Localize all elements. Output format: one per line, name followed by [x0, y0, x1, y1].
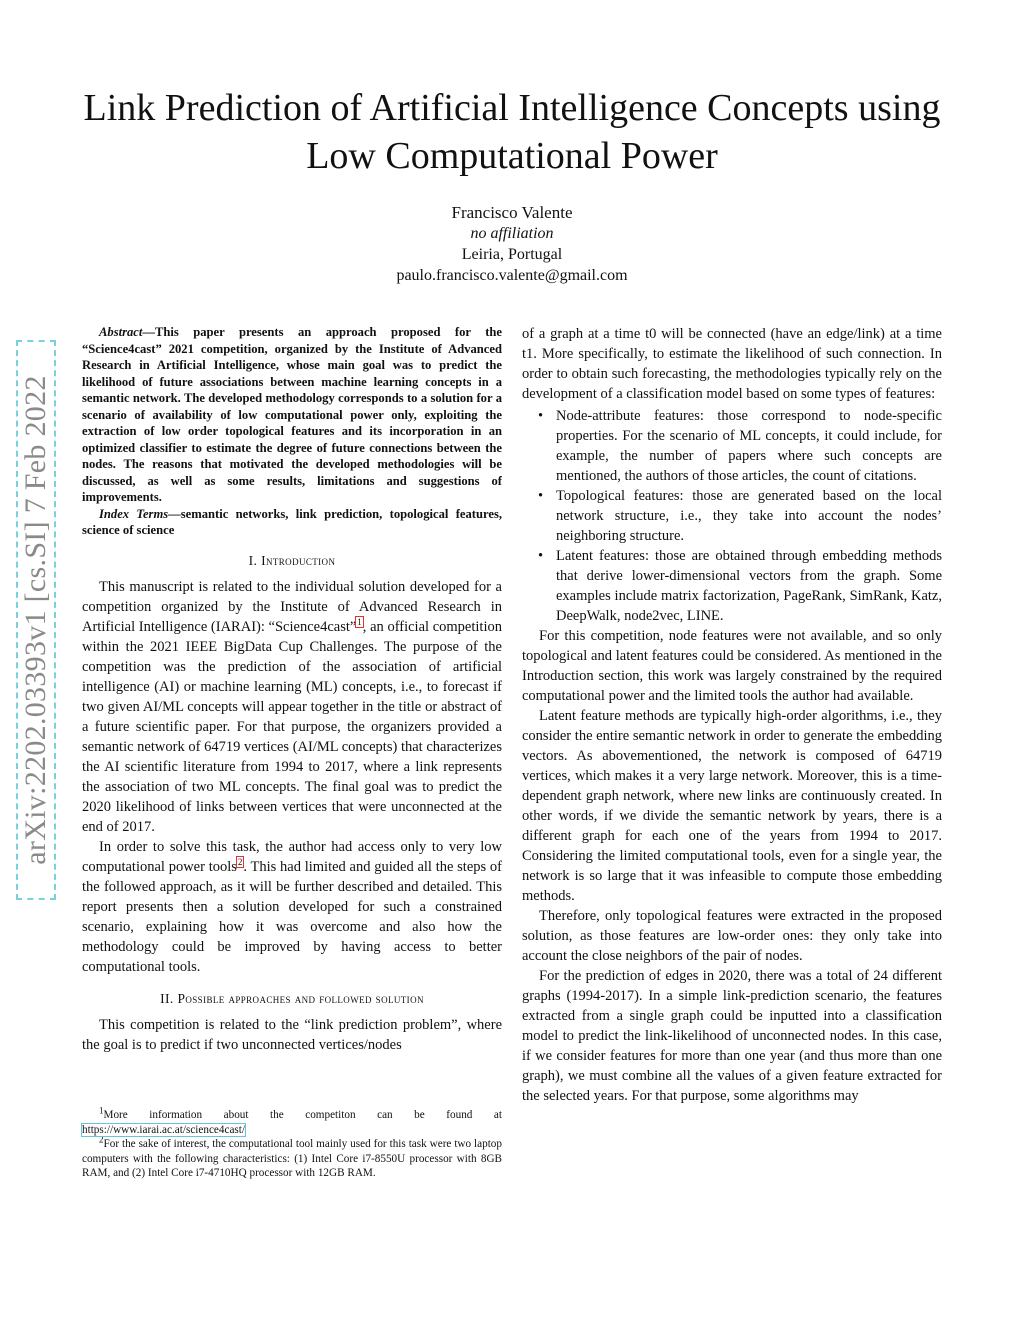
list-item — [538, 406, 942, 486]
list-item — [538, 546, 942, 626]
right-paragraph-1: For this competition, node features were not available, and so only topological and latent features could be considered. As mentioned in the Introduction section, this work was largely constrained by the required computational power and the limited tools the author had available. — [522, 628, 942, 704]
footnote-ref-1[interactable]: 1 — [357, 616, 362, 627]
author-name: Francisco Valente — [451, 203, 573, 222]
right-paragraph-4: For the prediction of edges in 2020, there was a total of 24 different graphs (1994-2017). In a simple link-prediction scenario, the features extracted from a single graph could be inputted into a classification model to predict the link-likelihood of unconnected nodes. In this case, if we consider features for more than one year (and thus more than one graph), we must combine all the values of a given feature extracted for the selected years. For that purpose, some algorithms may — [522, 968, 942, 1104]
arxiv-id-text: arXiv:2202.03393v1 [cs.SI] 7 Feb 2022 — [19, 375, 52, 865]
footnote-1-mark: 1 — [99, 1105, 104, 1116]
footnote-2 — [82, 1134, 502, 1181]
abstract-lead: Abstract — [99, 325, 143, 339]
right-paragraph-0: of a graph at a time t0 will be connected (have an edge/link) at a time t1. More specifically, to estimate the likelihood of such connection. In order to obtain such forecasting, the methodologies typically rely on the development of a classification model based on some types of features: — [522, 326, 942, 402]
intro-paragraph-2 — [82, 837, 502, 977]
footnote-2-mark: 2 — [99, 1134, 104, 1145]
intro-p2-text-b: . This had limited and guided all the steps of the followed approach, as it will be further described and detailed. This report presents then a solution developed for such a constrained scenario, explaining how it was overcome and also how the methodology could be improved by having access to better computational tools. — [82, 858, 502, 975]
section-heading-introduction: I. Introduction — [248, 552, 336, 568]
abstract-text: —This paper presents an approach proposed for the “Science4cast” 2021 competition, organized by the Institute of Advanced Research in Artificial Intelligence, whose main goal was to predict the likelihood of future associations between machine learning concepts in a semantic network. The developed methodology corresponds to a solution for a scenario of availability of low computational power only, exploiting the extraction of low order topological features and its incorporation in an optimized classifier to estimate the degree of future connections between the nodes. The reasons that motivated the developed methodologies will be discussed, as well as some results, limitations and suggestions of improvements. — [82, 325, 502, 504]
footnote-1-text: More information about the competiton can be found at — [103, 1109, 502, 1121]
list-item — [538, 486, 942, 546]
right-paragraph-2: Latent feature methods are typically high-order algorithms, i.e., they consider the entire semantic network in order to generate the embedding vectors. As abovementioned, the network is composed of 64719 vertices, which makes it a very large network. Moreover, this is a time-dependent graph network, where new links are continuously created. In other words, if we divide the semantic network by years, there is a different graph for each one of the years from 1994 to 2017. Considering the limited computational tools, even for a single year, the network is so large that it was infeasible to compute those embedding methods. — [522, 708, 942, 904]
intro-p1-text-b: , an official competition within the 2021 IEEE BigData Cup Challenges. The purpose of the competition was the prediction of the association of artificial intelligence (AI) or machine learning (ML) concepts, i.e., to forecast if two given AI/ML concepts will appear together in the title or abstract of a future scientific paper. For that purpose, the organizers provided a semantic network of 64719 vertices (AI/ML concepts) that characterizes the AI scientific literature from 1994 to 2017, where a link represents the association of two ML concepts. The final goal was to predict the 2020 likelihood of links between vertices that were unconnected at the end of 2017. — [82, 618, 502, 835]
index-terms-text: —semantic networks, link prediction, topological features, science of science — [82, 506, 502, 537]
intro-p2-text-a: In order to solve this task, the author had access only to very low computational power tools — [82, 838, 502, 875]
intro-p1-text-a: This manuscript is related to the individual solution developed for a competition organized by the Institute of Advanced Research in Artificial Intelligence (IARAI): “Science4cast” — [82, 578, 502, 635]
left-column — [82, 324, 502, 1055]
index-terms-lead: Index Terms — [99, 506, 169, 521]
footnotes — [82, 1105, 502, 1181]
arxiv-identifier-stamp — [16, 340, 56, 900]
footnote-2-text: For the sake of interest, the computational tool mainly used for this task were two laptop computers with the following characteristics: (1) Intel Core i7-8550U processor with 8GB RAM, and (2) Intel Core i7-4710HQ processor with 12GB RAM. — [82, 1138, 502, 1179]
bullet-icon: • — [538, 408, 544, 424]
intro-paragraph-1 — [82, 577, 502, 837]
right-paragraph-3: Therefore, only topological features were extracted in the proposed solution, as those features are low-order ones: they only take into account the close neighbors of the pair of nodes. — [522, 908, 942, 964]
footnote-ref-2[interactable]: 2 — [237, 856, 243, 867]
author-email: paulo.francisco.valente@gmail.com — [396, 267, 628, 284]
feature-type-list — [522, 406, 942, 626]
list-item-text: Latent features: those are obtained through embedding methods that derive lower-dimensional vectors from the graph. Some examples include matrix factorization, PageRank, SimRank, Katz, DeepWalk, node2vec, LINE. — [556, 548, 942, 624]
bullet-icon: • — [538, 488, 544, 504]
approach-paragraph-1: This competition is related to the “link prediction problem”, where the goal is to predict if two unconnected vertices/nodes — [82, 1016, 502, 1053]
bullet-icon: • — [538, 548, 544, 564]
footnote-1 — [82, 1105, 502, 1137]
abstract — [82, 324, 502, 506]
index-terms — [82, 506, 502, 539]
author-block — [80, 202, 944, 286]
author-location: Leiria, Portugal — [461, 246, 563, 263]
paper-title: Link Prediction of Artificial Intelligence Concepts using Low Computational Power — [83, 87, 941, 177]
right-column — [522, 324, 942, 1106]
list-item-text: Node-attribute features: those correspond to node-specific properties. For the scenario of ML concepts, it could include, for example, the number of papers where such concepts are mentioned, the authors of those articles, the count of citations. — [556, 408, 942, 484]
list-item-text: Topological features: those are generated based on the local network structure, i.e., they take into account the nodes’ neighboring structure. — [556, 488, 942, 544]
author-affiliation: no affiliation — [470, 225, 554, 242]
section-heading-approach: II. Possible approaches and followed solution — [160, 990, 424, 1006]
footnote-1-url-link[interactable]: https://www.iarai.ac.at/science4cast/ — [82, 1123, 245, 1136]
